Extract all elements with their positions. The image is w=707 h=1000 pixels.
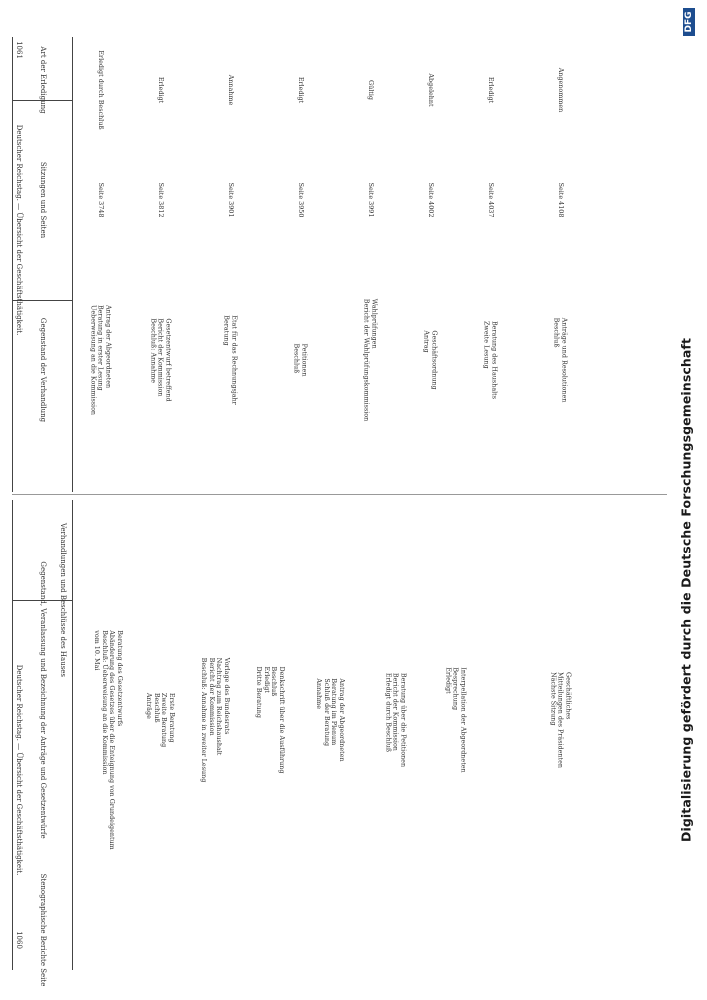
digitization-credit: Digitalisierung gefördert durch die Deutsche Forschungsgemeinschaft [678, 337, 694, 843]
right-block-3-subject: Etat für das Rechnungsjahr Beratung [223, 315, 239, 405]
right-block-6-subject: Geschäftsordnung Antrag [423, 330, 439, 390]
right-block-4-subject: Petitionen Beschluß [293, 343, 309, 377]
right-block-3-pages: Seite 3901 [226, 182, 235, 218]
left-block-7: Interpellation der Abgeordneten Besprechung Erledigt [444, 667, 468, 773]
left-col-header-vol: Stenographische Berichte Seite [38, 873, 47, 987]
right-block-5-result: Gültig [366, 80, 375, 100]
right-block-1-subject: Antrag der Abgeordneten Beratung in erster Lesung Ueberweisung an die Kommission [89, 304, 113, 416]
right-block-2-pages: Seite 3812 [156, 182, 165, 218]
left-col-header-subject: Gegenstand, Veranlassung und Bezeichnung der Anträge und Gesetzentwürfe [38, 561, 47, 839]
right-block-6-pages: Seite 4002 [426, 182, 435, 218]
right-col-header-subject: Gegenstand der Verhandlung [38, 317, 47, 423]
left-page-number: 1060 [14, 931, 23, 949]
right-block-4-pages: Seite 3950 [296, 182, 305, 218]
right-block-4-result: Erledigt [296, 76, 305, 104]
right-block-5-pages: Seite 3991 [366, 182, 375, 218]
right-block-2-subject: Gesetzentwurf betreffend Bericht der Kommission Beschluß: Annahme [149, 318, 173, 402]
right-block-3-result: Annahme [226, 74, 235, 106]
right-col-header-result: Art der Erledigung [38, 46, 47, 114]
right-block-7-subject: Beratung des Haushalts Zweite Lesung [483, 320, 499, 400]
right-block-7-result: Erledigt [486, 76, 495, 104]
right-col-header-pages: Sitzungen und Seiten [38, 161, 47, 239]
right-running-head: Deutscher Reichstag. — Übersicht der Geschäftsthätigkeit. [14, 124, 23, 336]
dfg-logo: DFG [683, 8, 695, 36]
left-page-top-rule [12, 37, 13, 492]
right-block-1-pages: Seite 3748 [96, 182, 105, 218]
left-block-5: Antrag der Abgeordneten Beratung im Plenum Schluß der Beratung Annahme [315, 678, 346, 762]
right-page-number: 1061 [14, 41, 23, 59]
right-block-8-subject: Anträge und Resolutionen Beschluß [553, 317, 569, 403]
left-block-8: Geschäftliches Mitteilungen des Präsidenten Nächste Sitzung [549, 672, 573, 768]
right-block-6-result: Abgelehnt [426, 73, 435, 107]
left-running-head: Deutscher Reichstag. — Übersicht der Geschäftsthätigkeit. [14, 664, 23, 876]
page-divider [12, 494, 667, 495]
right-block-5-subject: Wahlprüfungen Bericht der Wahlprüfungskommission [363, 298, 379, 422]
left-col-header-actions: Verhandlungen und Beschlüsse des Hauses [58, 522, 67, 678]
left-page-header-rule [72, 37, 73, 492]
left-block-2: Erste Beratung Zweite Beratung Beschluß Anträge [145, 692, 176, 748]
right-page-outer-rule [12, 500, 13, 970]
left-block-3: Vorlage des Bundesrats Nachtrag zum Reichshaushalt Bericht der Kommission Beschluß: Annahme in zweiter Lesung [200, 657, 231, 783]
left-block-4: Denkschrift über die Ausführung Beschluß Erledigt Dritte Beratung [255, 666, 286, 774]
right-page-header-rule [72, 500, 73, 970]
left-block-1: Beratung des Gesetzentwurfs Abänderung des Gesetzes über die Enteignung von Grundeigentum Beschluß: Ueberweisung an die Kommission vom 10. Mai [93, 630, 124, 850]
right-block-8-pages: Seite 4108 [556, 182, 565, 218]
right-block-8-result: Angenommen [556, 67, 565, 113]
left-block-6: Beratung über die Petitionen Bericht der Kommission Erledigt durch Beschluß [384, 672, 408, 768]
right-block-2-result: Erledigt [156, 76, 165, 104]
right-block-1-result: Erledigt durch Beschluß [96, 50, 105, 130]
right-block-7-pages: Seite 4037 [486, 182, 495, 218]
